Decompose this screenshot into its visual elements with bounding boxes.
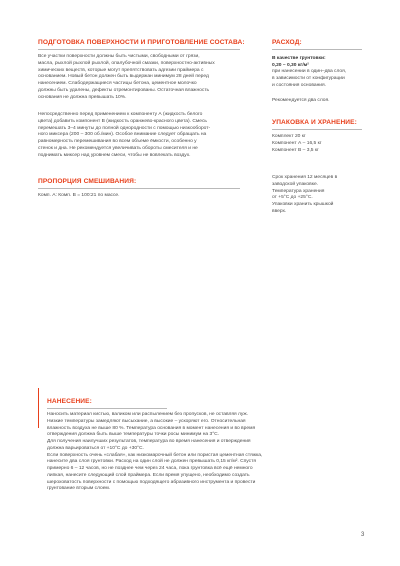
preparation-text-2: Непосредственно перед применением к компоненту А (жидкость белого цвета) добавить компонент В (жидкость оранжево-красного цвета). Смесь перемешать 3–4 минуты до полной однородности с помощью низкооборот- ного миксера (200 – 300 об./мин). Особое внимание следует обращать на равномерность перемешивания во всем объеме ёмкости, особенно у стенок и дна. Не рекомендуется увеличивать обороты смесителя и не поднимать миксер над уровнем смеси, чтобы не вовлекать воздух. <box>38 112 211 158</box>
packaging-text: Комплект 20 кг Компонент А – 16,5 кг Компонент В – 3,5 кг <box>272 134 322 153</box>
consumption-rate: В качестве грунтовки: 0,20 – 0,30 кг/м² <box>272 56 326 68</box>
divider <box>47 408 167 409</box>
consumption-note: Рекомендуется два слоя. <box>272 98 330 103</box>
application-text: Наносить материал кистью, валиком или распылением без пропусков, не оставляя луж. Низкие температуры замедляют высыхание, а высокие – ускоряют его. Относительная влажность воздуха не выше 80 %. Температура основания в момент нанесения и во время отверждения должна быть выше температуры точки росы минимум на 3°С. Для получения наилучших результатов, температура во время нанесения и отверждения должна варьироваться от +10°С до +30°С. Если поверхность очень «слабая», как низкомарочный бетон или пористая цементная стяжка, нанесите два слоя грунтовки. Расход на один слой не должен превышать 0,15 кг/м². Спустя примерно 6 – 12 часов, но не позднее чем через 24 часа, пока грунтовка всё ещё немного липкая, нанесите следующий слой праймера. Если время упущено, необходимо создать шероховатость поверхности с помощью подходящего абразивного инструмента и провести грунтование вторым слоем. <box>47 412 263 492</box>
section-title-consumption: РАСХОД: <box>272 39 302 46</box>
divider <box>38 188 240 189</box>
storage-text: Срок хранения 12 месяцев в заводской упаковке. Температура хранения от +5°С до +25°С. Упаковки хранить крышкой вверх. <box>272 175 338 214</box>
divider <box>272 129 362 130</box>
mixing-ratio-text: Комп. А: Комп. В = 100:21 по массе. <box>38 193 120 198</box>
section-title-packaging-storage: УПАКОВКА И ХРАНЕНИЕ: <box>272 119 357 126</box>
section-title-mixing-ratio: ПРОПОРЦИЯ СМЕШИВАНИЯ: <box>38 178 137 185</box>
preparation-text-1: Все участки поверхности должны быть чистыми, свободными от грязи, масла, рыхлой рыхлой рыхлой, опалубочной смазки, поверхностно-активных химических веществ, которые могут препятствовать адгезии праймера с основанием. Новый бетон должен быть выдержан минимум 28 дней перед нанесением. Слабодержащиеся частицы бетона, цементное молочко должны быть удалены, дефекты отремонтированы. Остаточная влажность основания не должна превышать 10%. <box>38 54 215 100</box>
divider <box>38 49 240 50</box>
section-title-preparation: ПОДГОТОВКА ПОВЕРХНОСТИ И ПРИГОТОВЛЕНИЕ СОСТАВА: <box>38 39 245 46</box>
consumption-text: при нанесении в один–два слоя, в зависимости от конфигурации и состояния основания. <box>272 69 347 88</box>
divider <box>272 49 362 50</box>
section-title-application: НАНЕСЕНИЕ: <box>47 398 92 405</box>
page-number: 3 <box>361 532 365 538</box>
section-accent-bar <box>38 388 39 428</box>
